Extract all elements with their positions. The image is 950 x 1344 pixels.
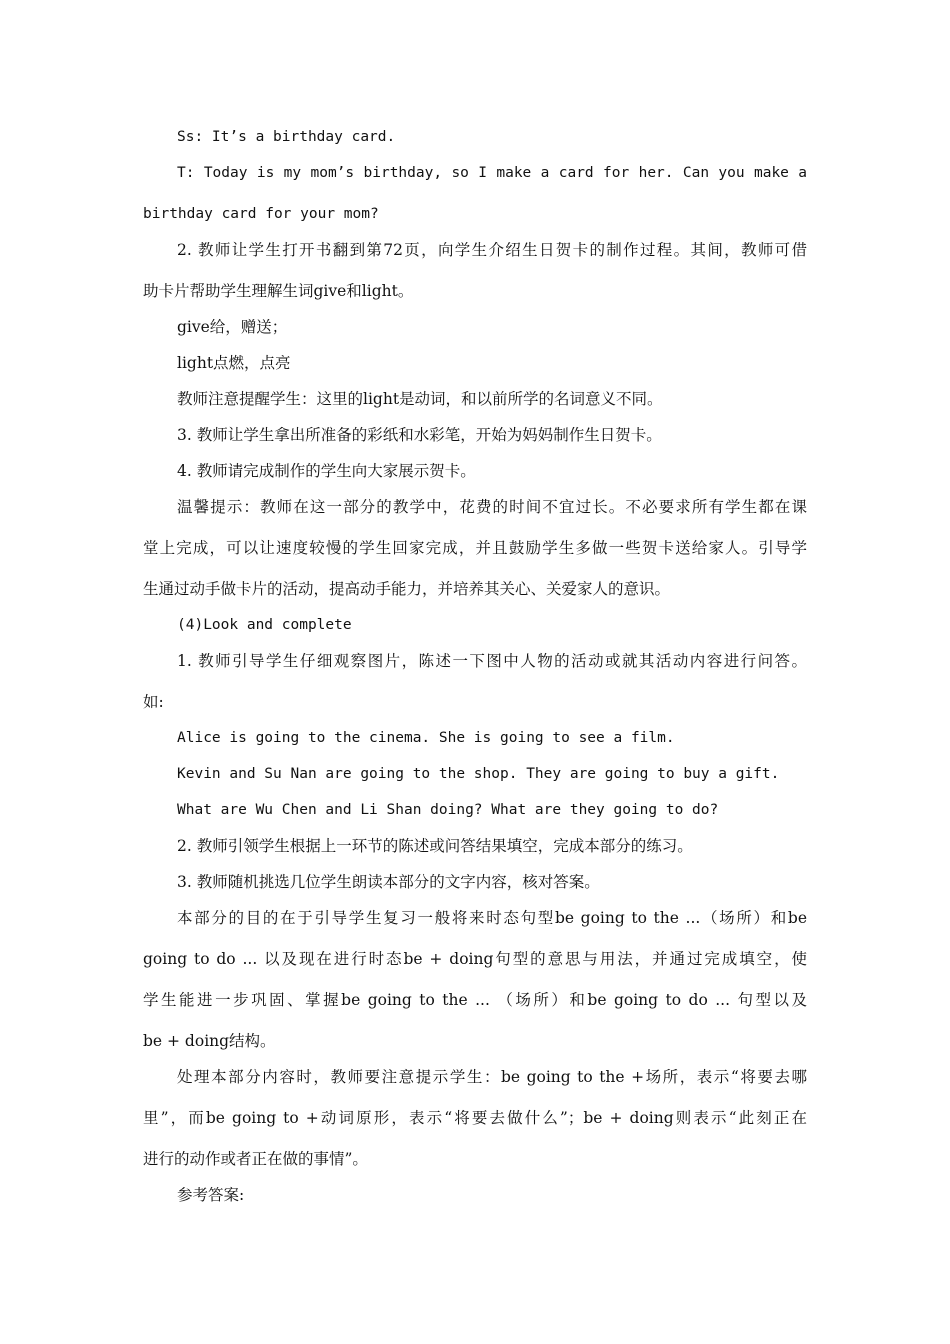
purpose-paragraph-cont-3: be + doing结构。 xyxy=(143,1032,276,1050)
handling-paragraph-cont-2: 进行的动作或者正在做的事情”。 xyxy=(143,1150,368,1168)
document-page xyxy=(143,0,807,1344)
section-heading: (4)Look and complete xyxy=(177,617,352,633)
reference-answers-heading: 参考答案: xyxy=(177,1186,245,1204)
step-4: 4. 教师请完成制作的学生向大家展示贺卡。 xyxy=(177,462,476,480)
tip-paragraph-cont-1: 堂上完成，可以让速度较慢的学生回家完成，并且鼓励学生多做一些贺卡送给家人。引导学 xyxy=(143,539,807,557)
example-kevin: Kevin and Su Nan are going to the shop. They are going to buy a gift. xyxy=(177,766,780,782)
step-2-paragraph-cont: 助卡片帮助学生理解生词give和light。 xyxy=(143,282,414,300)
example-wu-chen: What are Wu Chen and Li Shan doing? What are they going to do? xyxy=(177,802,719,818)
step-3: 3. 教师让学生拿出所准备的彩纸和水彩笔，开始为妈妈制作生日贺卡。 xyxy=(177,426,662,444)
dialogue-line-teacher: T: Today is my mom’s birthday, so I make a card for her. Can you make a xyxy=(177,165,807,181)
vocab-light: light点燃，点亮 xyxy=(177,354,291,372)
handling-paragraph: 处理本部分内容时，教师要注意提示学生：be going to the +场所，表示“将要去哪 xyxy=(177,1068,807,1086)
purpose-paragraph-cont-2: 学生能进一步巩固、掌握be going to the ... （场所）和be going to do ... 句型以及 xyxy=(143,991,807,1009)
example-alice: Alice is going to the cinema. She is going to see a film. xyxy=(177,730,675,746)
purpose-paragraph: 本部分的目的在于引导学生复习一般将来时态句型be going to the ...（场所）和be xyxy=(177,909,807,927)
look-step-1: 1. 教师引导学生仔细观察图片，陈述一下图中人物的活动或就其活动内容进行问答。 xyxy=(177,652,807,670)
vocab-give: give给，赠送； xyxy=(177,318,288,336)
example-label: 如: xyxy=(143,693,164,711)
dialogue-line-ss: Ss: It’s a birthday card. xyxy=(177,129,396,145)
dialogue-line-teacher-cont: birthday card for your mom? xyxy=(143,206,379,222)
look-step-3: 3. 教师随机挑选几位学生朗读本部分的文字内容，核对答案。 xyxy=(177,873,600,891)
tip-paragraph-cont-2: 生通过动手做卡片的活动，提高动手能力，并培养其关心、关爱家人的意识。 xyxy=(143,580,671,598)
tip-paragraph: 温馨提示：教师在这一部分的教学中，花费的时间不宜过长。不必要求所有学生都在课 xyxy=(177,498,807,516)
teacher-note: 教师注意提醒学生：这里的light是动词，和以前所学的名词意义不同。 xyxy=(177,390,663,408)
handling-paragraph-cont-1: 里”，而be going to +动词原形，表示“将要去做什么”；be + doing则表示“此刻正在 xyxy=(143,1109,807,1127)
purpose-paragraph-cont-1: going to do ... 以及现在进行时态be + doing句型的意思与用法，并通过完成填空，使 xyxy=(143,950,807,968)
look-step-2: 2. 教师引领学生根据上一环节的陈述或问答结果填空，完成本部分的练习。 xyxy=(177,837,693,855)
step-2-paragraph: 2. 教师让学生打开书翻到第72页，向学生介绍生日贺卡的制作过程。其间，教师可借 xyxy=(177,241,807,259)
